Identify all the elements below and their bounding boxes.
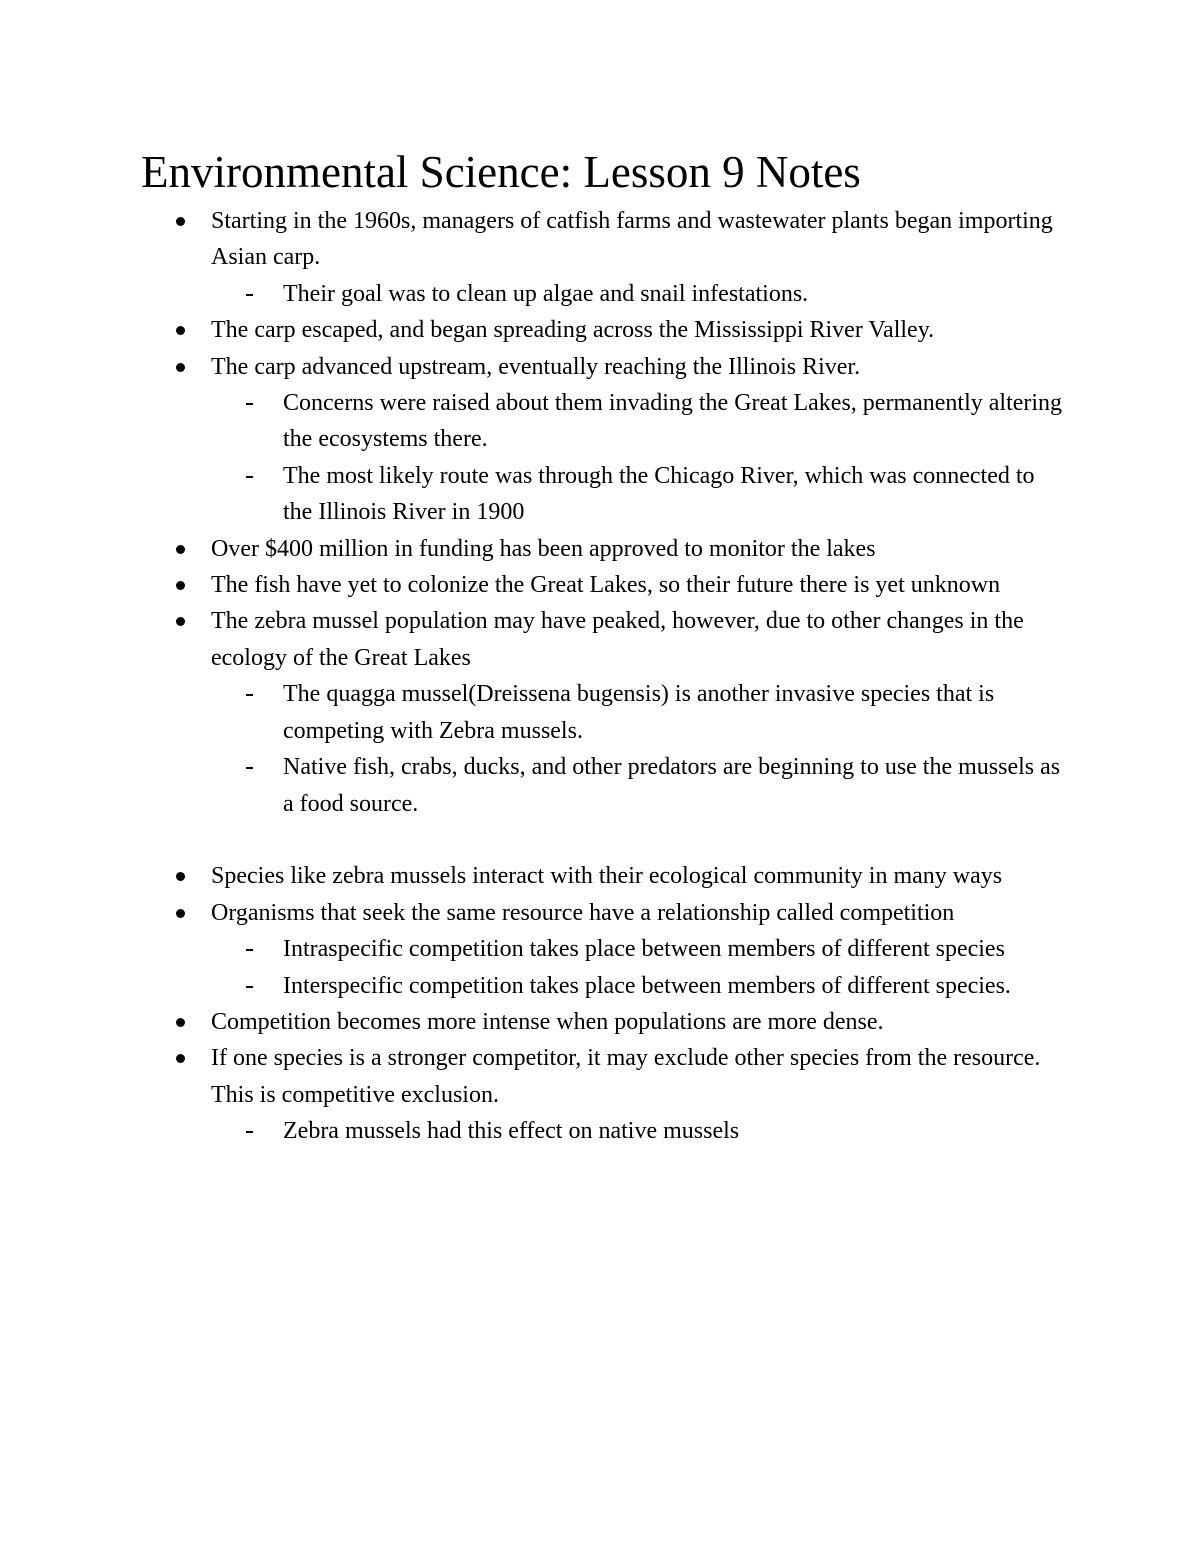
sub-note-item <box>0 676 1200 749</box>
note-text: Over $400 million in funding has been approved to monitor the lakes <box>211 535 876 562</box>
note-item <box>0 1040 1200 1113</box>
sub-note-item <box>0 749 1200 822</box>
dash-icon <box>246 1113 266 1149</box>
dash-icon <box>246 931 266 967</box>
blank-line <box>0 822 1200 858</box>
sub-note-item <box>0 968 1200 1004</box>
bullet-icon <box>174 1040 188 1076</box>
note-item <box>0 203 1200 276</box>
bullet-icon <box>174 858 188 894</box>
dash-icon <box>246 385 266 421</box>
sub-note-text: Native fish, crabs, ducks, and other predators are beginning to use the mussels as a food source. <box>283 754 1061 817</box>
sub-note-item <box>0 931 1200 967</box>
bullet-icon <box>174 603 188 639</box>
note-text: Starting in the 1960s, managers of catfish farms and wastewater plants began importing Asian carp. <box>211 208 1053 271</box>
sub-note-text: Zebra mussels had this effect on native mussels <box>283 1118 740 1145</box>
note-item <box>0 858 1200 894</box>
note-item <box>0 312 1200 348</box>
document-title: Environmental Science: Lesson 9 Notes <box>141 147 861 197</box>
notes-list <box>0 203 1200 1150</box>
sub-note-text: The most likely route was through the Chicago River, which was connected to the Illinois River in 1900 <box>283 462 1035 526</box>
bullet-icon <box>174 567 188 603</box>
dash-icon <box>246 749 266 785</box>
dash-icon <box>246 276 266 312</box>
dash-icon <box>246 458 266 494</box>
sub-note-item <box>0 458 1200 531</box>
sub-note-item <box>0 276 1200 312</box>
bullet-icon <box>174 531 188 567</box>
note-text: Organisms that seek the same resource have a relationship called competition <box>211 899 955 926</box>
note-text: The carp escaped, and began spreading across the Mississippi River Valley. <box>211 317 935 344</box>
dash-icon <box>246 676 266 712</box>
note-item <box>0 531 1200 567</box>
note-text: Competition becomes more intense when populations are more dense. <box>211 1008 884 1035</box>
sub-note-text: Their goal was to clean up algae and snail infestations. <box>283 280 809 307</box>
note-item <box>0 1004 1200 1040</box>
sub-note-text: Concerns were raised about them invading the Great Lakes, permanently altering the ecosystems there. <box>283 390 1063 453</box>
note-text: The zebra mussel population may have peaked, however, due to other changes in the ecology of the Great Lakes <box>211 608 1024 671</box>
sub-note-text: Intraspecific competition takes place between members of different species <box>283 936 1005 963</box>
bullet-icon <box>174 895 188 931</box>
dash-icon <box>246 968 266 1004</box>
sub-note-item <box>0 1113 1200 1149</box>
sub-note-text: Interspecific competition takes place between members of different species. <box>283 972 1011 999</box>
bullet-icon <box>174 1004 188 1040</box>
note-text: The carp advanced upstream, eventually reaching the Illinois River. <box>211 353 861 380</box>
bullet-icon <box>174 312 188 348</box>
sub-note-item <box>0 385 1200 458</box>
note-item <box>0 567 1200 603</box>
note-text: Species like zebra mussels interact with their ecological community in many ways <box>211 863 1003 890</box>
note-item <box>0 895 1200 931</box>
note-text: If one species is a stronger competitor, it may exclude other species from the resource. This is competitive exclusion. <box>211 1045 1041 1108</box>
note-text: The fish have yet to colonize the Great Lakes, so their future there is yet unknown <box>211 572 1001 599</box>
bullet-icon <box>174 349 188 385</box>
bullet-icon <box>174 203 188 239</box>
note-item <box>0 603 1200 676</box>
note-item <box>0 349 1200 385</box>
sub-note-text: The quagga mussel(Dreissena bugensis) is another invasive species that is competing with Zebra mussels. <box>283 681 995 744</box>
